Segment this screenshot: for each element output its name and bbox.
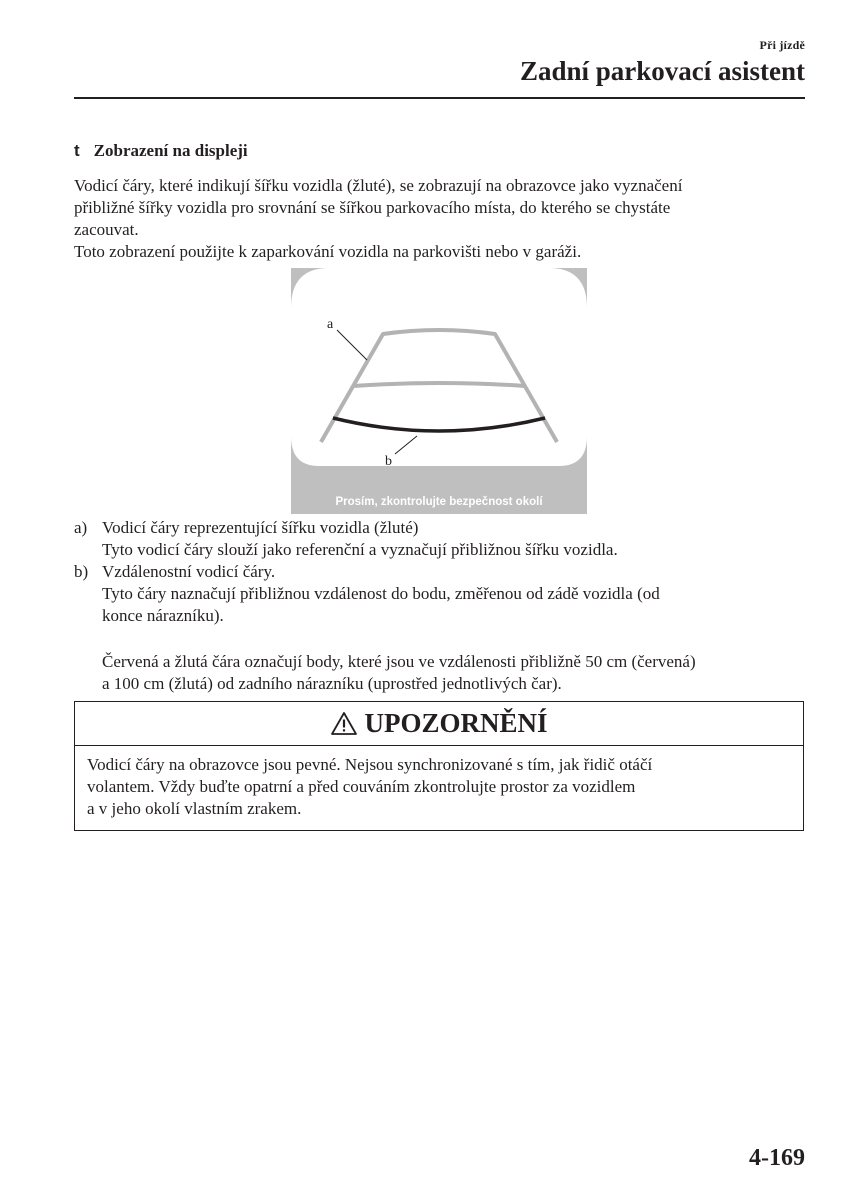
item-a-title: Vodicí čáry reprezentující šířku vozidla (žluté) bbox=[102, 518, 419, 537]
note-line-2: a 100 cm (žlutá) od zadního nárazníku (uprostřed jednotlivých čar). bbox=[102, 674, 562, 693]
warning-box bbox=[74, 701, 804, 831]
page-title: Zadní parkovací asistent bbox=[519, 56, 805, 86]
item-a-marker: a) bbox=[74, 518, 88, 537]
camera-screen-illustration bbox=[291, 268, 587, 514]
item-b-title: Vzdálenostní vodicí čáry. bbox=[102, 562, 276, 581]
sub-heading bbox=[74, 141, 248, 161]
item-a-desc-line-1: Tyto vodicí čáry slouží jako referenční a vyznačují přibližnou šířku vozidla. bbox=[102, 540, 618, 559]
item-b-desc-line-1: Tyto čáry naznačují přibližnou vzdálenost do bodu, změřenou od zádě vozidla (od bbox=[102, 584, 660, 603]
item-b-marker: b) bbox=[74, 562, 89, 581]
warning-header bbox=[75, 702, 803, 746]
bullet-marker: t bbox=[74, 141, 80, 160]
note-line-1: Červená a žlutá čára označují body, které jsou ve vzdálenosti přibližně 50 cm (červená) bbox=[102, 652, 696, 671]
warning-line-2: volantem. Vždy buďte opatrní a před couváním zkontrolujte prostor za vozidlem bbox=[87, 777, 636, 796]
intro-line-2: přibližné šířky vozidla pro srovnání se šířkou parkovacího místa, do kterého se chystáte bbox=[74, 198, 671, 217]
warning-line-3: a v jeho okolí vlastním zrakem. bbox=[87, 799, 302, 818]
page-number: 4-169 bbox=[749, 1145, 805, 1171]
screen-message: Prosím, zkontrolujte bezpečnost okolí bbox=[335, 496, 543, 508]
warning-body bbox=[75, 746, 803, 820]
screen-display-area bbox=[291, 268, 587, 466]
chapter-label: Při jízdě bbox=[759, 38, 805, 52]
item-b-desc-line-2: konce nárazníku). bbox=[102, 606, 224, 625]
intro-line-3: zacouvat. bbox=[74, 220, 139, 239]
intro-line-1: Vodicí čáry, které indikují šířku vozidla (žluté), se zobrazují na obrazovce jako vyznačení bbox=[74, 176, 683, 195]
header-rule bbox=[74, 97, 805, 99]
rear-camera-figure bbox=[291, 268, 587, 514]
intro-line-4: Toto zobrazení použijte k zaparkování vozidla na parkovišti nebo v garáži. bbox=[74, 242, 582, 261]
sub-heading-text: Zobrazení na displeji bbox=[93, 141, 248, 160]
warning-line-1: Vodicí čáry na obrazovce jsou pevné. Nejsou synchronizované s tím, jak řidič otáčí bbox=[87, 755, 653, 774]
warning-title: UPOZORNĚNÍ bbox=[364, 708, 548, 738]
warning-triangle-icon bbox=[330, 711, 358, 736]
callout-a-label: a bbox=[327, 317, 334, 332]
callout-b-label: b bbox=[385, 454, 392, 469]
